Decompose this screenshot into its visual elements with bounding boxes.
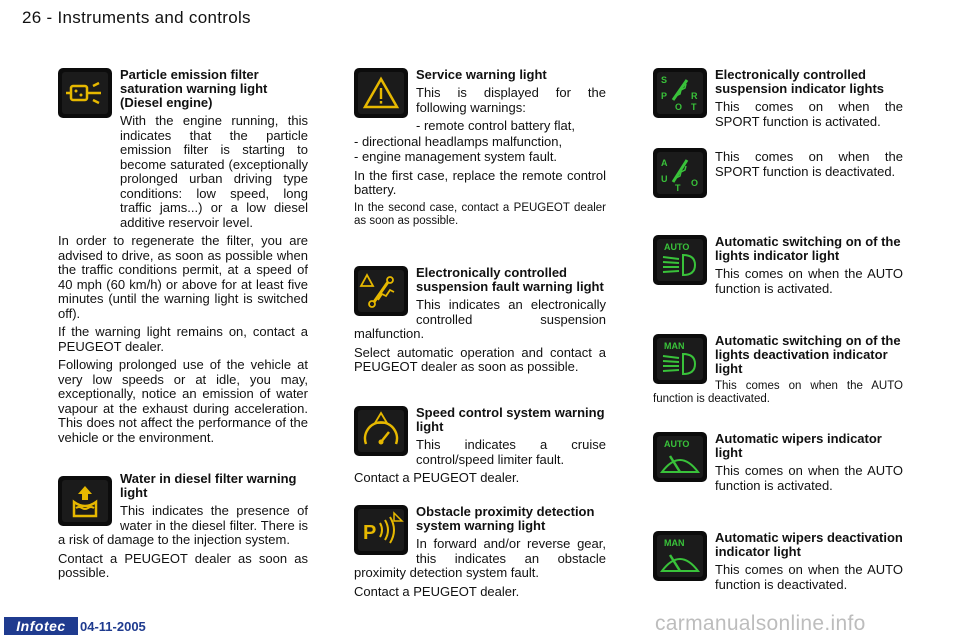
speed-control-icon [354,406,408,456]
wipers-auto-icon [653,432,707,482]
wipers-man-title: Automatic wipers deactivation indicator light [715,530,903,559]
water-filter-section [58,472,308,585]
service-warning-item-3: - engine management system fault. [354,149,558,164]
lights-man-icon [653,334,707,384]
service-warning-text-2: In the second case, contact a PEUGEOT dealer as soon as possible. [354,201,606,227]
suspension-auto-text: This comes on when the SPORT function is deactivated. [715,149,903,179]
suspension-fault-section [354,266,606,379]
service-warning-item-2: - directional headlamps malfunction, [354,133,563,149]
particle-filter-section [58,68,308,449]
infotec-logo: Infotec [4,617,78,635]
suspension-fault-text-2: Select automatic operation and contact a PEUGEOT dealer as soon as possible. [354,344,606,374]
particle-filter-text-1: With the engine running, this indicates that the particle emission filter is starting to become saturated (exceptionally prolonged urban driving type conditions: low speed, long traffic jams...) or a low diesel additive reservoir level. [120,113,308,230]
auto-letter-u: U [661,174,668,184]
sport-letter-t: T [691,102,697,112]
suspension-fault-text-1: This indicates an electronically controlled suspension malfunction. [354,297,606,341]
lights-auto-text: This comes on when the AUTO function is activated. [715,266,903,296]
speed-control-title: Speed control system warning light [416,405,605,434]
obstacle-detection-section [354,505,606,603]
sport-letter-o: O [675,102,683,112]
sport-letter-s: S [661,75,668,85]
water-filter-text-2: Contact a PEUGEOT dealer as soon as possible. [58,550,308,580]
sport-letter-p: P [661,91,668,101]
wipers-man-text: This comes on when the AUTO function is deactivated. [715,562,903,592]
service-warning-text-1: In the first case, replace the remote control battery. [354,167,606,197]
speed-control-text-1: This indicates a cruise control/speed limiter fault. [416,437,606,467]
footer-date: 04-11-2005 [80,619,146,634]
wipers-auto-section [653,432,903,497]
speed-control-text-2: Contact a PEUGEOT dealer. [354,470,520,485]
service-warning-intro: This is displayed for the following warnings: [416,85,606,115]
service-warning-item-1: - remote control battery flat, [416,118,575,133]
suspension-sport-section [653,68,903,133]
lights-man-section [653,334,903,410]
wipers-auto-label: AUTO [664,439,690,449]
lights-auto-section [653,235,903,300]
particle-filter-text-2: In order to regenerate the filter, you are advised to drive, as soon as possible when the traffic conditions permit, at a speed of 40 mph (60 km/h) or above for at least five minutes (until the warning light is switched off). [58,233,308,321]
suspension-fault-icon [354,266,408,316]
obstacle-detection-title: Obstacle proximity detection system warning light [416,504,595,533]
particle-filter-text-4: Following prolonged use of the vehicle at very low speeds or at idle, you may, exceptionally, notice an emission of water vapour at the exhaust during acceleration. This does not affect the performance of the vehicle or the environment. [58,357,308,445]
water-filter-text-1: This indicates the presence of water in the diesel filter. There is a risk of damage to the injection system. [58,503,308,547]
water-in-diesel-icon [58,476,112,526]
service-warning-title: Service warning light [416,67,547,82]
suspension-auto-icon [653,148,707,198]
service-warning-icon [354,68,408,118]
suspension-fault-title: Electronically controlled suspension fault warning light [416,265,604,294]
svg-text:P: P [363,522,377,544]
suspension-auto-section [653,148,903,200]
obstacle-detection-text-2: Contact a PEUGEOT dealer. [354,583,520,599]
wipers-auto-text: This comes on when the AUTO function is activated. [715,463,903,493]
lights-auto-label: AUTO [664,242,690,252]
suspension-sport-icon [653,68,707,118]
lights-man-label: MAN [664,341,685,351]
auto-letter-t: T [675,183,681,193]
sport-letter-r: R [691,91,698,101]
speed-control-section [354,406,606,490]
page-title: 26 - Instruments and controls [22,8,251,27]
auto-letter-a: A [661,158,668,168]
particle-filter-title: Particle emission filter saturation warning light (Diesel engine) [120,67,268,110]
obstacle-detection-icon [354,505,408,555]
wipers-man-icon [653,531,707,581]
wipers-man-section [653,531,903,596]
lights-man-text: This comes on when the AUTO function is deactivated. [653,380,903,405]
lights-auto-icon [653,235,707,285]
particle-filter-text-3: If the warning light remains on, contact a PEUGEOT dealer. [58,324,308,354]
wipers-man-label: MAN [664,538,685,548]
suspension-sport-title: Electronically controlled suspension indicator lights [715,67,885,96]
watermark: carmanualsonline.info [655,612,866,635]
suspension-sport-text: This comes on when the SPORT function is activated. [715,99,903,129]
particle-filter-warning-icon [58,68,112,118]
service-warning-section [354,68,606,232]
obstacle-detection-text-1: In forward and/or reverse gear, this indicates an obstacle proximity detection system fault. [354,536,606,580]
water-filter-title: Water in diesel filter warning light [120,471,297,500]
auto-letter-o: O [691,178,699,188]
wipers-auto-title: Automatic wipers indicator light [715,431,882,460]
lights-auto-title: Automatic switching on of the lights indicator light [715,234,901,263]
lights-man-title: Automatic switching on of the lights deactivation indicator light [715,333,901,376]
